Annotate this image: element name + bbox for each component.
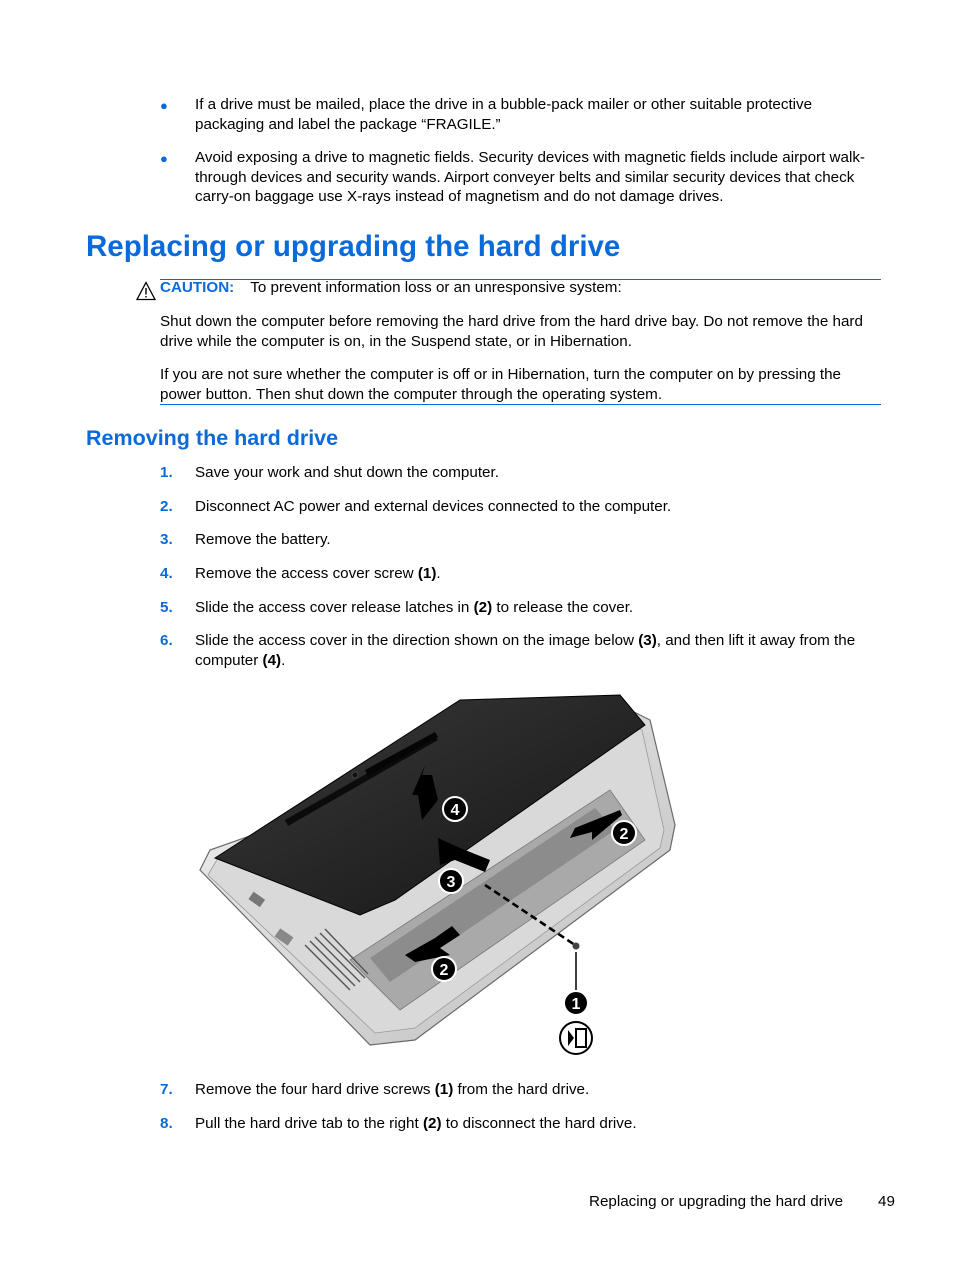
svg-text:1: 1 [571,996,581,1013]
callout-1 [564,991,588,1015]
step-number: 8. [160,1115,173,1132]
callout-2 [432,957,456,981]
step-text: Disconnect AC power and external devices connected to the computer. [195,498,672,515]
caution-line [160,278,882,298]
callout-2 [612,821,636,845]
warning-icon [136,281,156,301]
caution-bottom-rule [160,404,881,405]
bullet-symbol: ● [160,98,168,113]
step-text: Remove the access cover screw (1). [195,565,441,582]
step-number: 4. [160,565,173,582]
footer-title: Replacing or upgrading the hard drive [589,1193,844,1210]
bullet-text: Avoid exposing a drive to magnetic fields. Security devices with magnetic fields include airport walk-through devices and security wands. Airport conveyer belts and similar security devices that check carry-on baggage use X-rays instead of magnetism and do not damage drives. [195,149,865,205]
laptop-bottom-figure [190,690,690,1060]
caution-label: CAUTION: [160,279,235,296]
step-text: Slide the access cover in the direction shown on the image below (3), and then lift it away from the computer (4). [195,632,856,669]
bullet-text: If a drive must be mailed, place the drive in a bubble-pack mailer or other suitable protective packaging and label the package “FRAGILE.” [195,96,813,133]
subsection-title: Removing the hard drive [86,426,339,450]
caution-paragraph: Shut down the computer before removing the hard drive from the hard drive bay. Do not remove the hard drive while the computer is on, in the Suspend state, or in Hibernation. [160,313,863,350]
caution-paragraph: If you are not sure whether the computer is off or in Hibernation, turn the computer on by pressing the power button. Then shut down the computer through the operating system. [160,366,841,403]
step-number: 6. [160,632,173,649]
section-title: Replacing or upgrading the hard drive [86,230,621,263]
step-text: Remove the four hard drive screws (1) from the hard drive. [195,1081,590,1098]
step-text: Pull the hard drive tab to the right (2) to disconnect the hard drive. [195,1115,637,1132]
svg-text:4: 4 [450,802,460,819]
page-number: 49 [878,1193,895,1210]
step-text: Slide the access cover release latches in (2) to release the cover. [195,599,634,616]
caution-intro: To prevent information loss or an unresponsive system: [250,279,622,296]
step-number: 7. [160,1081,173,1098]
svg-text:2: 2 [619,826,629,843]
svg-text:2: 2 [439,962,449,979]
step-number: 1. [160,464,173,481]
step-number: 5. [160,599,173,616]
step-number: 3. [160,531,173,548]
svg-text:3: 3 [446,874,456,891]
step-text: Save your work and shut down the computer. [195,464,499,481]
callout-4 [443,797,467,821]
step-text: Remove the battery. [195,531,331,548]
step-number: 2. [160,498,173,515]
callout-3 [439,869,463,893]
bullet-symbol: ● [160,151,168,166]
